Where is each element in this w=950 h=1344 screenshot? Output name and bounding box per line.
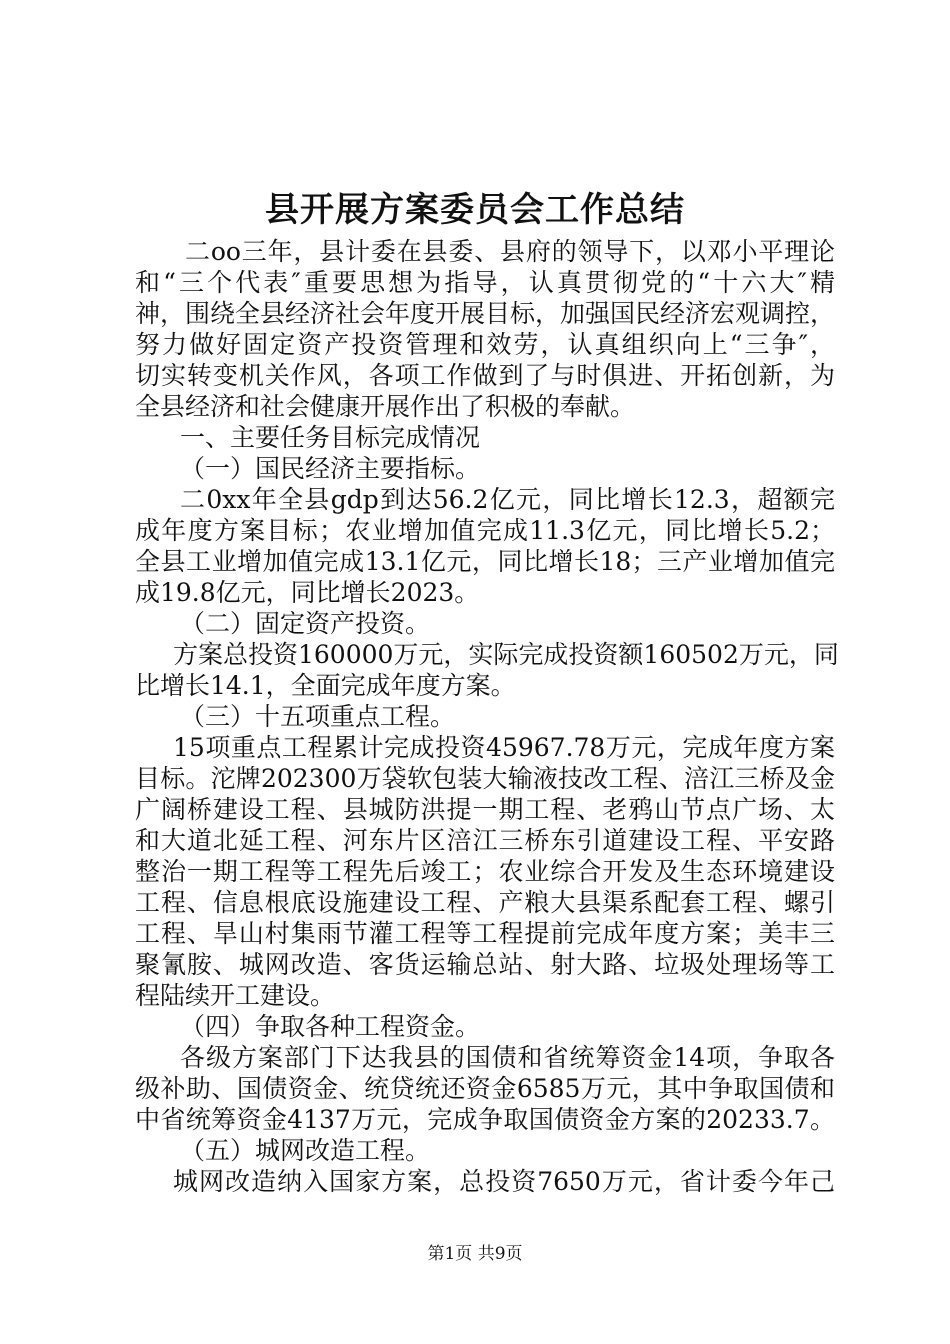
body-line: 全县工业增加值完成13.1亿元，同比增长18；三产业增加值完 — [135, 547, 835, 576]
body-line: 城网改造纳入国家方案，总投资7650万元，省计委今年己 — [173, 1167, 835, 1196]
section-heading: 一、主要任务目标完成情况 — [180, 423, 481, 452]
body-line: 和大道北延工程、河东片区涪江三桥东引道建设工程、平安路 — [135, 826, 835, 855]
body-line: 和“三个代表″重要思想为指导，认真贯彻党的“十六大″精 — [135, 268, 835, 297]
body-line: 程陆续开工建设。 — [135, 981, 336, 1010]
body-line: 神，围绕全县经济社会年度开展目标，加强国民经济宏观调控， — [135, 299, 836, 328]
subsection-heading: （三）十五项重点工程。 — [180, 702, 456, 731]
body-line: 全县经济和社会健康开展作出了积极的奉献。 — [135, 392, 636, 421]
body-line: 成年度方案目标；农业增加值完成11.3亿元，同比增长5.2； — [135, 516, 835, 545]
subsection-heading: （一）国民经济主要指标。 — [180, 454, 481, 483]
body-line: 比增长14.1，全面完成年度方案。 — [135, 671, 516, 700]
body-line: 二0xx年全县gdp到达56.2亿元，同比增长12.3，超额完 — [180, 485, 835, 514]
body-line: 工程、旱山村集雨节灌工程等工程提前完成年度方案；美丰三 — [135, 919, 835, 948]
body-line: 切实转变机关作风，各项工作做到了与时俱进、开拓创新，为 — [135, 361, 835, 390]
body-line: 方案总投资160000万元，实际完成投资额160502万元，同 — [173, 640, 839, 669]
body-line: 15项重点工程累计完成投资45967.78万元，完成年度方案 — [173, 733, 835, 762]
body-line: 目标。沱牌202300万袋软包装大输液技改工程、涪江三桥及金 — [135, 764, 835, 793]
body-line: 广阔桥建设工程、县城防洪提一期工程、老鸦山节点广场、太 — [135, 795, 835, 824]
subsection-heading: （二）固定资产投资。 — [180, 609, 431, 638]
body-line: 整治一期工程等工程先后竣工；农业综合开发及生态环境建设 — [135, 857, 835, 886]
body-line: 各级方案部门下达我县的国债和省统筹资金14项，争取各 — [180, 1043, 835, 1072]
body-line: 成19.8亿元，同比增长2023。 — [135, 578, 480, 607]
body-line: 中省统筹资金4137万元，完成争取国债资金方案的20233.7。 — [135, 1105, 835, 1134]
body-line: 级补助、国债资金、统贷统还资金6585万元，其中争取国债和 — [135, 1074, 835, 1103]
page-footer: 第1页 共9页 — [427, 1244, 523, 1264]
body-line: 工程、信息根底设施建设工程、产粮大县渠系配套工程、螺引 — [135, 888, 835, 917]
body-line: 二oo三年，县计委在县委、县府的领导下，以邓小平理论 — [185, 237, 835, 266]
body-line: 努力做好固定资产投资管理和效劳，认真组织向上“三争″， — [135, 330, 835, 359]
document-body — [135, 236, 839, 1197]
body-line: 聚氰胺、城网改造、客货运输总站、射大路、垃圾处理场等工 — [135, 950, 835, 979]
document-title: 县开展方案委员会工作总结 — [265, 190, 685, 230]
subsection-heading: （五）城网改造工程。 — [180, 1136, 431, 1165]
subsection-heading: （四）争取各种工程资金。 — [180, 1012, 481, 1041]
